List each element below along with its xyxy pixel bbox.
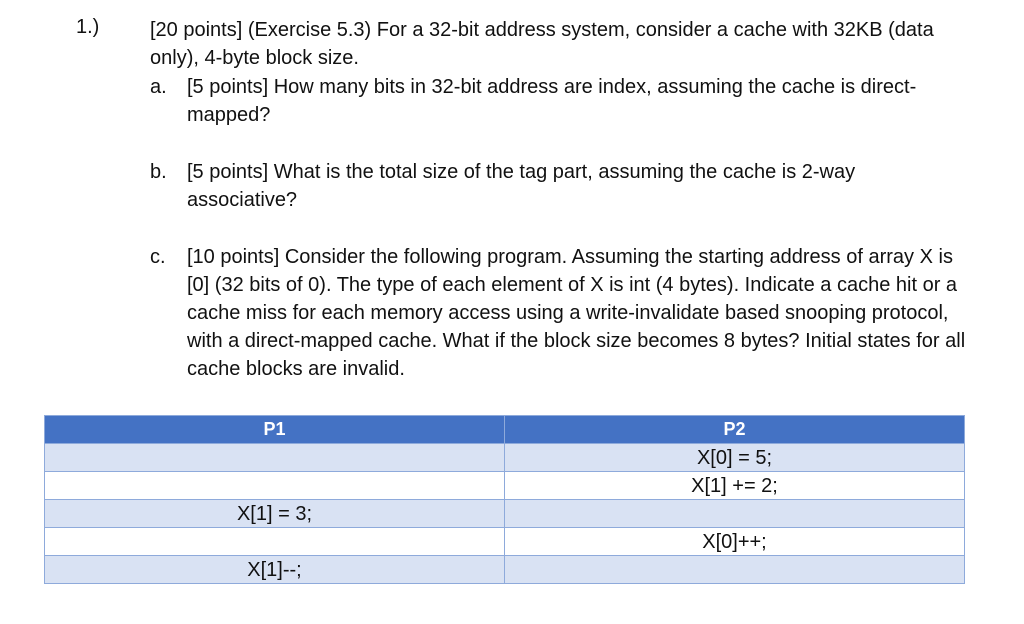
part-a xyxy=(150,73,970,129)
p1-statement: X[1] = 3; xyxy=(236,502,313,525)
program-table xyxy=(44,415,965,584)
question-number: 1.) xyxy=(76,16,100,38)
table-header-row xyxy=(45,416,965,444)
p1-statement: X[1]--; xyxy=(247,558,302,581)
p2-cell xyxy=(505,472,965,500)
part-b-letter: b. xyxy=(150,161,167,183)
p2-statement: X[0] = 5; xyxy=(696,446,773,469)
table-row xyxy=(45,500,965,528)
p2-statement: X[1] += 2; xyxy=(691,474,778,497)
p2-header: P2 xyxy=(505,416,965,444)
p2-cell xyxy=(505,500,965,528)
p2-cell xyxy=(505,444,965,472)
p1-cell xyxy=(45,500,505,528)
p2-statement: X[0]++; xyxy=(702,530,767,553)
part-c xyxy=(150,243,970,383)
part-c-letter: c. xyxy=(150,246,166,268)
part-a-letter: a. xyxy=(150,76,167,98)
p1-cell xyxy=(45,528,505,556)
p2-cell xyxy=(505,528,965,556)
part-c-text: [10 points] Consider the following program. Assuming the starting address of array X is [0] (32 bits of 0). The type of each element of X is int (4 bytes). Indicate a cache hit or a cache miss for each memory access using a write-invalidate based snooping protocol, with a direct-mapped cache. What if the block size becomes 8 bytes? Initial states for all cache blocks are invalid. xyxy=(187,246,966,380)
table-row xyxy=(45,556,965,584)
part-b xyxy=(150,158,970,214)
table-row xyxy=(45,528,965,556)
p1-cell xyxy=(45,556,505,584)
p1-cell xyxy=(45,444,505,472)
table-row xyxy=(45,472,965,500)
p1-header: P1 xyxy=(45,416,505,444)
question-stem: [20 points] (Exercise 5.3) For a 32-bit address system, consider a cache with 32KB (data only), 4-byte block size. xyxy=(150,19,934,69)
part-a-text: [5 points] How many bits in 32-bit address are index, assuming the cache is direct-mapped? xyxy=(187,76,917,126)
p2-cell xyxy=(505,556,965,584)
part-b-text: [5 points] What is the total size of the tag part, assuming the cache is 2-way associative? xyxy=(187,161,856,211)
table-row xyxy=(45,444,965,472)
p1-cell xyxy=(45,472,505,500)
